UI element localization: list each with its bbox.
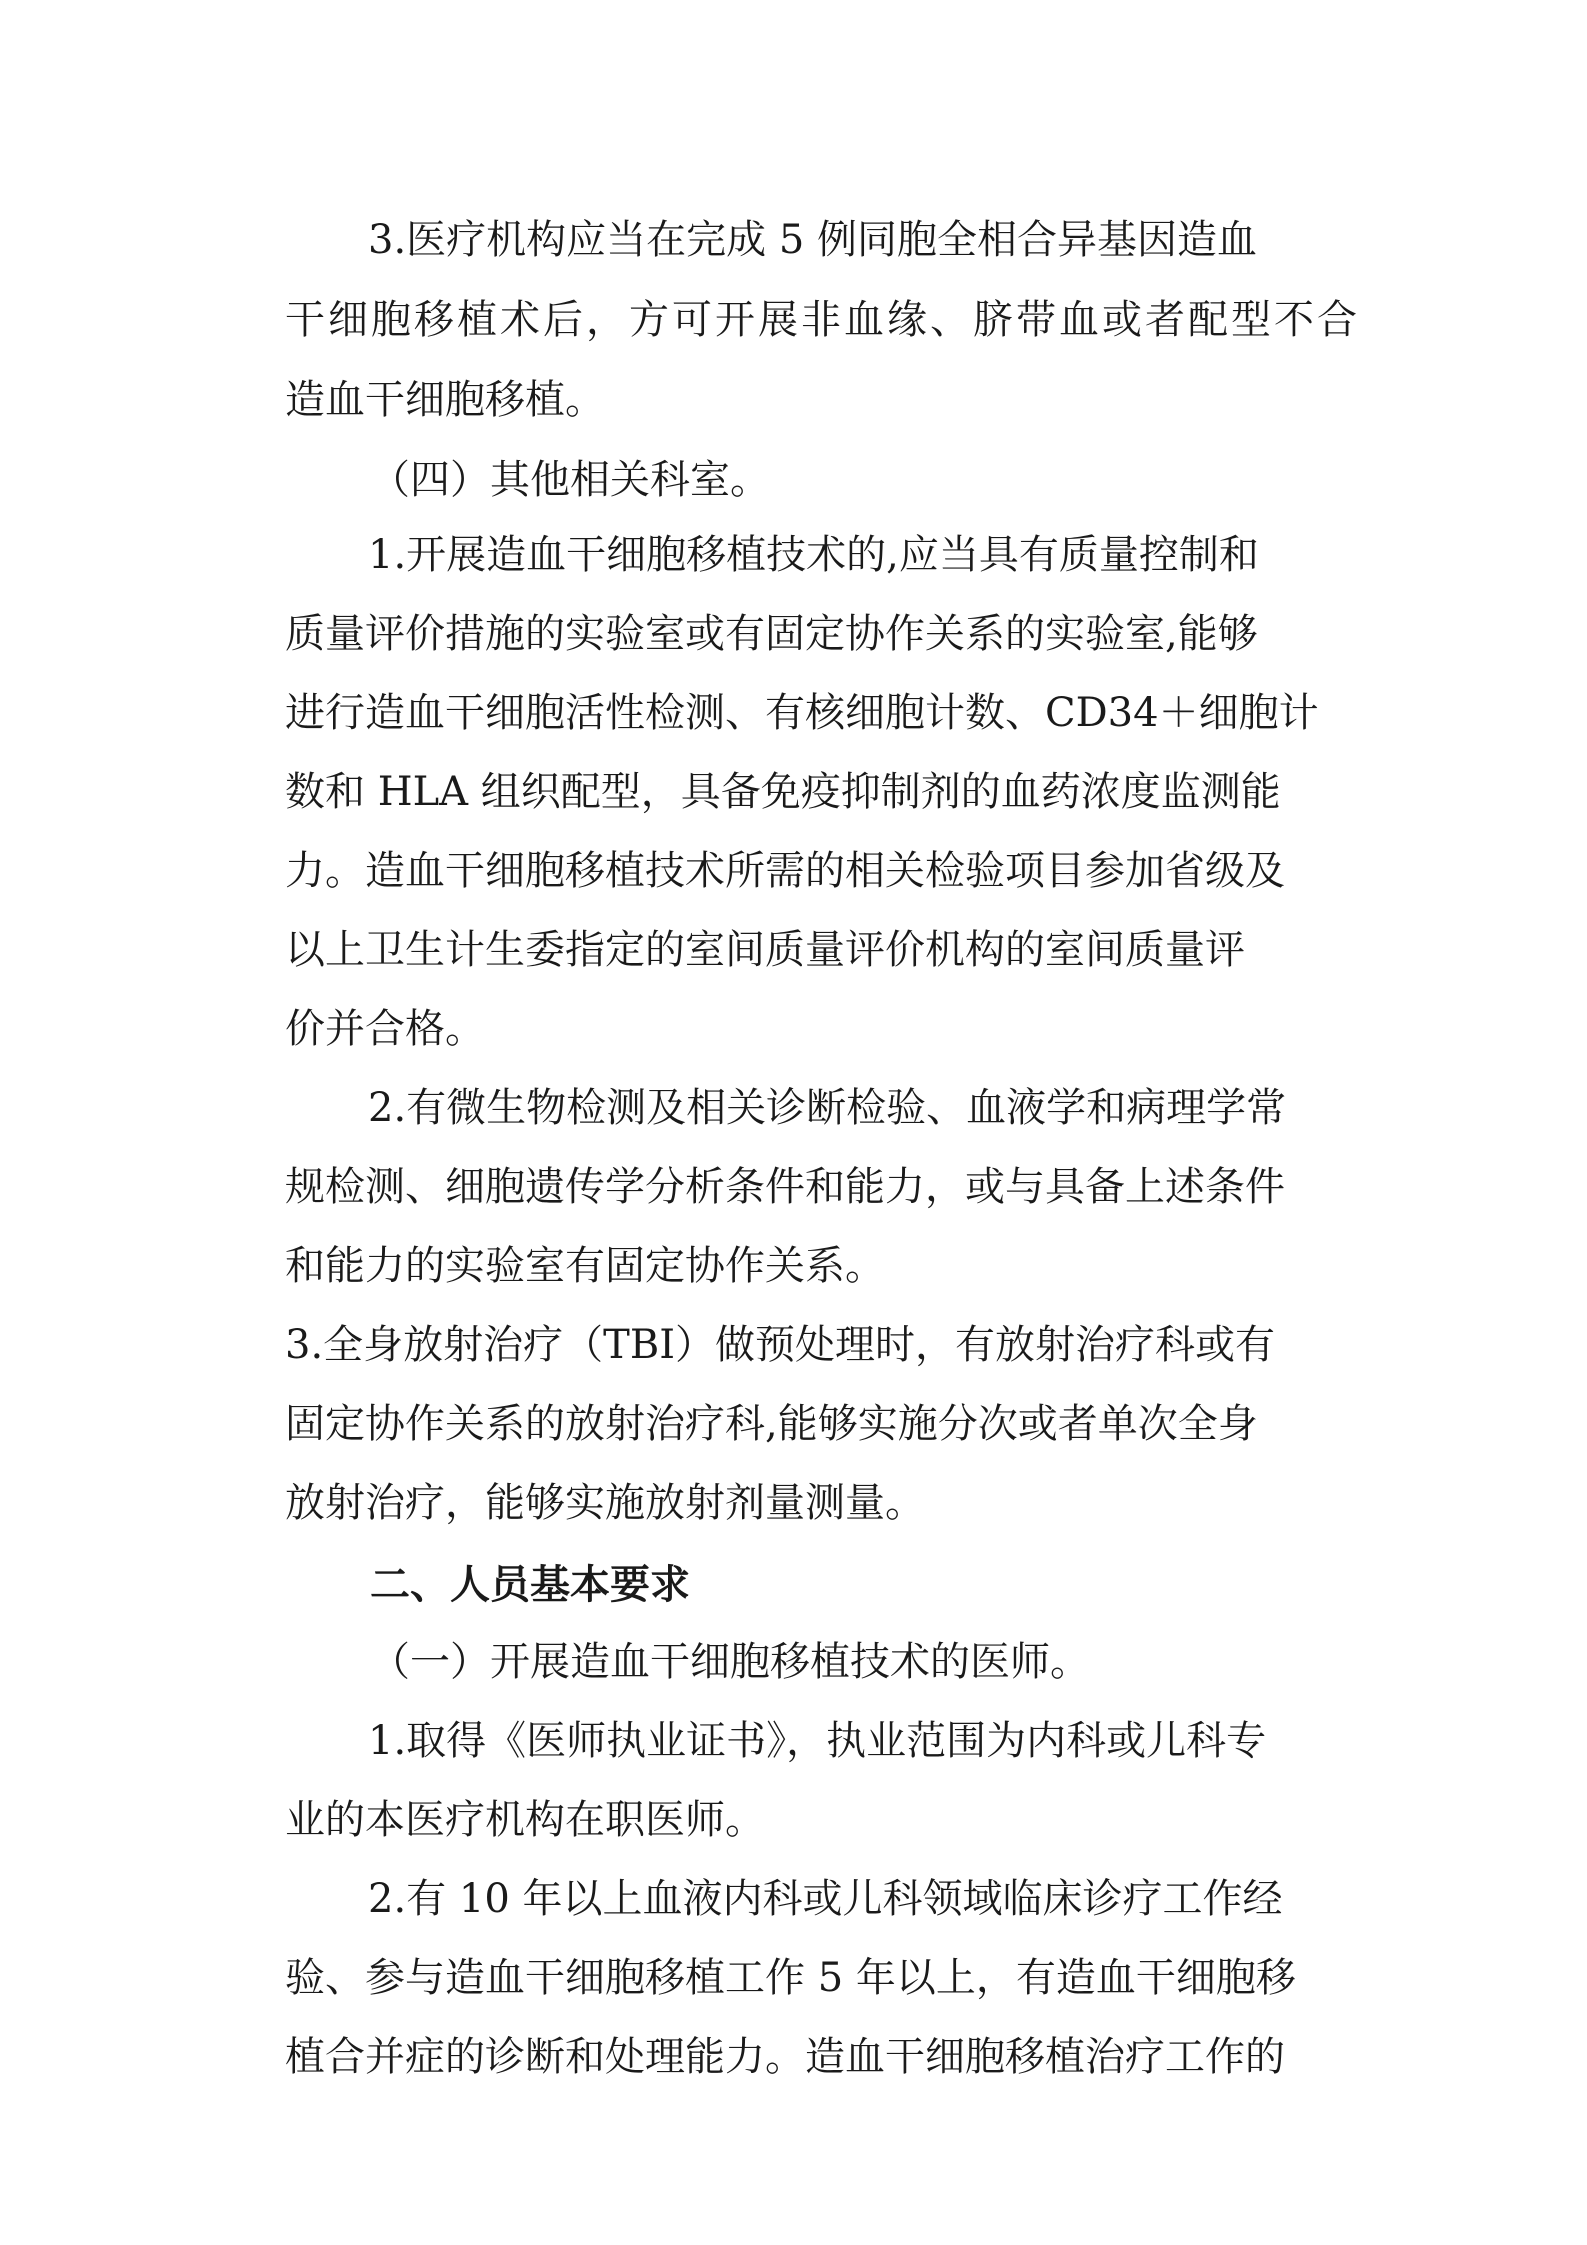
- paragraph-line: 3.全身放射治疗（TBI）做预处理时，有放射治疗科或有: [285, 1322, 1276, 1368]
- section-subheading: （一）开展造血干细胞移植技术的医师。: [370, 1639, 1090, 1685]
- paragraph-line: 力。造血干细胞移植技术所需的相关检验项目参加省级及: [285, 848, 1285, 894]
- paragraph-line: 固定协作关系的放射治疗科,能够实施分次或者单次全身: [285, 1401, 1258, 1447]
- paragraph-line: 1.开展造血干细胞移植技术的,应当具有质量控制和: [368, 532, 1259, 578]
- paragraph-line: 放射治疗，能够实施放射剂量测量。: [285, 1480, 925, 1526]
- paragraph-line: 质量评价措施的实验室或有固定协作关系的实验室,能够: [285, 611, 1258, 657]
- paragraph-line: 干细胞移植术后，方可开展非血缘、脐带血或者配型不合: [285, 297, 1360, 343]
- paragraph-line: 2.有微生物检测及相关诊断检验、血液学和病理学常: [368, 1085, 1287, 1131]
- paragraph-line: 以上卫生计生委指定的室间质量评价机构的室间质量评: [285, 927, 1245, 973]
- paragraph-line: 规检测、细胞遗传学分析条件和能力，或与具备上述条件: [285, 1164, 1285, 1210]
- paragraph-line: 1.取得《医师执业证书》，执业范围为内科或儿科专: [368, 1718, 1267, 1764]
- paragraph-line: 造血干细胞移植。: [285, 377, 605, 423]
- paragraph-line: 2.有 10 年以上血液内科或儿科领域临床诊疗工作经: [368, 1876, 1283, 1922]
- paragraph-line: 植合并症的诊断和处理能力。造血干细胞移植治疗工作的: [285, 2034, 1285, 2080]
- paragraph-line: 数和 HLA 组织配型，具备免疫抑制剂的血药浓度监测能: [285, 769, 1281, 815]
- section-subheading: （四）其他相关科室。: [370, 457, 770, 503]
- paragraph-line: 价并合格。: [285, 1006, 485, 1052]
- paragraph-line: 进行造血干细胞活性检测、有核细胞计数、CD34＋细胞计: [285, 690, 1319, 736]
- paragraph-line: 验、参与造血干细胞移植工作 5 年以上，有造血干细胞移: [285, 1955, 1296, 2001]
- paragraph-line: 和能力的实验室有固定协作关系。: [285, 1243, 885, 1289]
- paragraph-line: 3.医疗机构应当在完成 5 例同胞全相合异基因造血: [368, 217, 1258, 263]
- section-heading: 二、人员基本要求: [370, 1562, 690, 1608]
- paragraph-line: 业的本医疗机构在职医师。: [285, 1797, 765, 1843]
